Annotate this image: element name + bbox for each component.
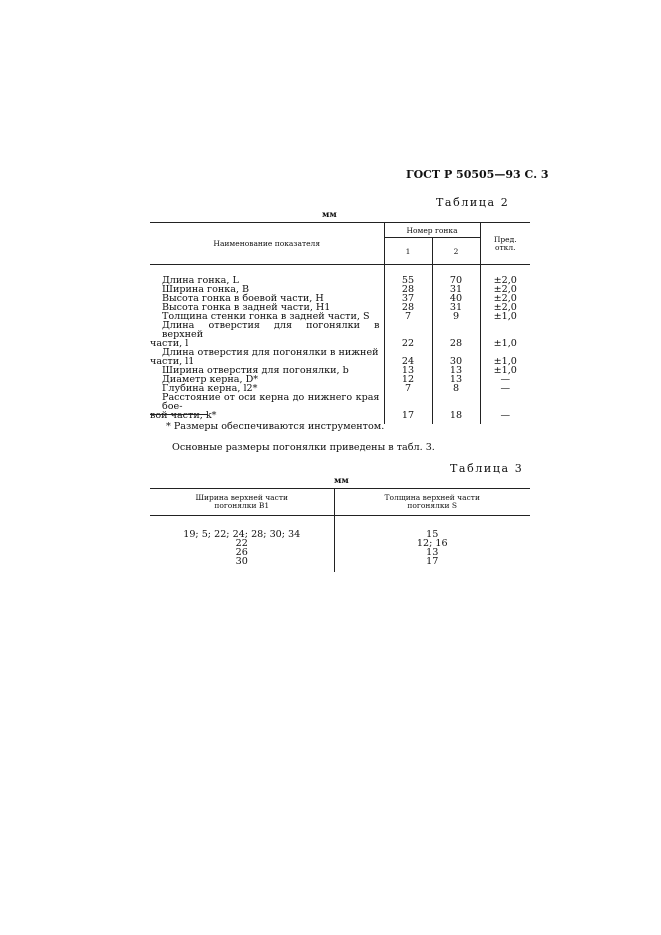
row-value-1: 37 [384, 294, 432, 303]
table-row [150, 348, 530, 357]
row-name: Ширина отверстия для погонялки, b [162, 365, 349, 376]
footnote: * Размеры обеспечиваются инструментом. [166, 421, 385, 432]
cell-thickness: 13 [334, 548, 530, 557]
row-value-1: 22 [384, 339, 432, 348]
row-value-2: 31 [432, 303, 480, 312]
row-name: Глубина керна, l2* [162, 383, 258, 394]
header-name: Наименование показателя [150, 223, 384, 265]
row-name: Длина гонка, L [162, 275, 239, 286]
row-tolerance: ±1,0 [480, 357, 530, 366]
row-value-2: 40 [432, 294, 480, 303]
row-name-line-2: части, l [150, 338, 189, 349]
header-width-line-1: Ширина верхней части [195, 493, 288, 502]
cell-width: 30 [235, 556, 248, 567]
row-value-1: 12 [384, 375, 432, 384]
table-row [150, 265, 530, 286]
row-name-line-2: части, l1 [150, 356, 195, 367]
row-tolerance: ±2,0 [480, 265, 530, 286]
cell-width: 22 [235, 538, 248, 549]
header-thickness-line-1: Толщина верхней части [384, 493, 480, 502]
row-name-line-1: Расстояние от оси керна до нижнего края бое- [162, 392, 380, 412]
row-value-2: 28 [432, 339, 480, 348]
cell-thickness: 15 [334, 516, 530, 540]
header-thickness-line-2: погонялки S [407, 501, 458, 510]
table2-units: мм [322, 210, 337, 220]
row-name-line-1: Длина отверстия для погонялки в верхней [162, 320, 380, 340]
row-value-2: 13 [432, 375, 480, 384]
row-value-1: 28 [384, 303, 432, 312]
row-name: Толщина стенки гонка в задней части, S [162, 311, 370, 322]
row-tolerance: ±2,0 [480, 294, 530, 303]
row-value-1: 24 [384, 357, 432, 366]
header-tolerance: Пред. откл. [480, 223, 530, 265]
cell-width: 26 [235, 547, 248, 558]
header-width-line-2: погонялки B1 [214, 501, 270, 510]
row-value-2: 8 [432, 384, 480, 393]
row-name: Высота гонка в боевой части, H [162, 293, 324, 304]
page-header: ГОСТ Р 50505—93 С. 3 [406, 168, 549, 181]
row-value-2: 13 [432, 366, 480, 375]
cell-thickness: 12; 16 [334, 539, 530, 548]
table2-caption: Таблица 2 [436, 196, 510, 209]
row-tolerance: ±1,0 [480, 366, 530, 375]
row-value-2: 9 [432, 312, 480, 321]
table-row [150, 557, 530, 572]
row-name-line-1: Длина отверстия для погонялки в нижней [162, 347, 379, 358]
row-tolerance: — [480, 411, 530, 424]
row-tolerance: — [480, 384, 530, 393]
row-value-1: 28 [384, 285, 432, 294]
row-value-2: 18 [432, 411, 480, 424]
row-tolerance: ±2,0 [480, 285, 530, 294]
table-row [150, 393, 530, 411]
row-value-1: 7 [384, 384, 432, 393]
row-value-2: 30 [432, 357, 480, 366]
table-row [150, 539, 530, 548]
row-name: Высота гонка в задней части, H1 [162, 302, 331, 313]
table-row [150, 321, 530, 339]
header-number-2: 2 [432, 238, 480, 265]
row-value-1: 17 [384, 411, 432, 424]
cell-width: 19; 5; 22; 24; 28; 30; 34 [183, 529, 301, 540]
table-2 [150, 222, 530, 424]
row-name: Ширина гонка, B [162, 284, 250, 295]
row-tolerance: — [480, 375, 530, 384]
header-width [150, 489, 334, 516]
table-3 [150, 488, 530, 572]
row-tolerance: ±1,0 [480, 312, 530, 321]
table3-caption: Таблица 3 [450, 462, 524, 475]
table-row [150, 516, 530, 540]
row-value-1: 13 [384, 366, 432, 375]
row-value-1: 7 [384, 312, 432, 321]
header-number-1: 1 [384, 238, 432, 265]
row-tolerance: ±2,0 [480, 303, 530, 312]
cell-thickness: 17 [334, 557, 530, 572]
footnote-rule [150, 414, 208, 415]
table3-units: мм [334, 476, 349, 486]
row-name: Диаметр керна, D* [162, 374, 259, 385]
table-row [150, 548, 530, 557]
body-paragraph: Основные размеры погонялки приведены в табл. 3. [172, 442, 435, 453]
header-group: Номер гонка [384, 223, 480, 238]
row-value-1: 55 [384, 265, 432, 286]
row-tolerance: ±1,0 [480, 339, 530, 348]
row-value-2: 70 [432, 265, 480, 286]
header-thickness [334, 489, 530, 516]
row-name-line-2: вой части, k* [150, 410, 217, 421]
row-value-2: 31 [432, 285, 480, 294]
